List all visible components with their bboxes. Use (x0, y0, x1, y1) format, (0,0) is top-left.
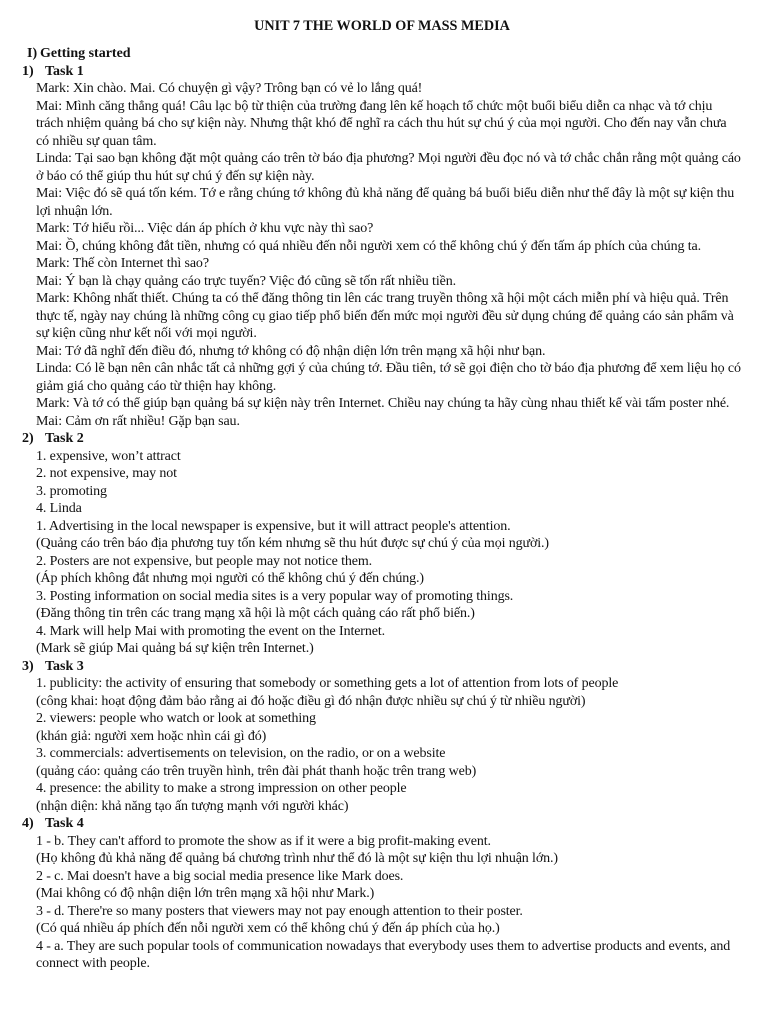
translation-line: (quảng cáo: quảng cáo trên truyền hình, trên đài phát thanh hoặc trên trang web) (36, 763, 477, 779)
task-heading-2 (22, 430, 742, 448)
definition-line: 4. presence: the ability to make a strong impression on other people (36, 781, 407, 796)
answer-line: connect with people. (36, 956, 150, 971)
paragraph-line: thực tế, ngày nay chúng là những công cụ giao tiếp phổ biến đến mức mọi người đều sử dụng chúng để quảng cáo sản phẩm và (36, 308, 734, 324)
paragraph-line: Mai: Cảm ơn rất nhiều! Gặp bạn sau. (36, 413, 240, 429)
task-number: 3) (22, 658, 34, 674)
paragraph-line: Mark: Xin chào. Mai. Có chuyện gì vậy? Trông bạn có vẻ lo lắng quá! (36, 81, 423, 96)
task-label: Task 4 (45, 816, 84, 831)
paragraph-line: sự kiện cũng như kết nối với mọi người. (36, 326, 257, 341)
task-heading-4 (22, 815, 742, 833)
translation-line: (Mark sẽ giúp Mai quảng bá sự kiện trên Internet.) (36, 641, 314, 656)
answer-line: 3. promoting (36, 483, 107, 499)
paragraph-line: Mai: Ý bạn là chạy quảng cáo trực tuyến? Việc đó cũng sẽ tốn rất nhiều tiền. (36, 273, 456, 289)
task-4-body (22, 833, 742, 973)
task-label: Task 2 (45, 431, 84, 446)
paragraph-line: ở báo có thể giúp thu hút sự chú ý đến sự kiện này. (36, 168, 315, 184)
paragraph-line: có nhiều sự quan tâm. (36, 133, 157, 149)
answer-line: 2. not expensive, may not (36, 466, 177, 481)
section-number: I) (27, 46, 38, 61)
answer-line: 2 - c. Mai doesn't have a big social media presence like Mark does. (36, 868, 404, 884)
translation-line: (công khai: hoạt động đảm bảo rằng ai đó hoặc điều gì đó nhận được nhiều sự chú ý từ nhiều người) (36, 693, 586, 709)
task-heading-1 (22, 63, 742, 81)
answer-line: 1. expensive, won’t attract (36, 448, 181, 464)
paragraph-line: Mai: Tớ đã nghĩ đến điều đó, nhưng tớ không có độ nhận diện lớn trên mạng xã hội như bạn. (36, 343, 546, 359)
paragraph-line: Mai: Mình căng thẳng quá! Câu lạc bộ từ thiện của trường đang lên kế hoạch tổ chức một buổi biểu diễn ca nhạc và tớ chịu (36, 98, 713, 114)
answer-line: 3 - d. There're so many posters that viewers may not pay enough attention to their poster. (36, 903, 523, 919)
answer-line: 1. Advertising in the local newspaper is expensive, but it will attract people's attention. (36, 518, 511, 534)
answer-line: 4 - a. They are such popular tools of communication nowadays that everybody uses them to advertise products and events, and (36, 938, 731, 954)
section-heading-getting-started (22, 45, 742, 63)
definition-line: 3. commercials: advertisements on television, on the radio, or on a website (36, 746, 446, 761)
paragraph-line: Mai: Việc đó sẽ quá tốn kém. Tớ e rằng chúng tớ không đủ khả năng để quảng bá buổi biểu diễn như thể đây là một sự kiện thu (36, 186, 735, 201)
answer-line: 3. Posting information on social media sites is a very popular way of promoting things. (36, 588, 514, 604)
paragraph-line: lợi nhuận lớn. (36, 203, 113, 219)
answer-line: 4. Mark will help Mai with promoting the event on the Internet. (36, 623, 385, 639)
task-2-body (22, 448, 742, 658)
definition-line: 2. viewers: people who watch or look at something (36, 711, 316, 726)
translation-line: (khán giả: người xem hoặc nhìn cái gì đó) (36, 728, 267, 744)
paragraph-line: Mark: Và tớ có thể giúp bạn quảng bá sự kiện này trên Internet. Chiều nay chúng ta hãy cùng nhau thiết kế vài tấm poster nhé. (36, 396, 730, 411)
answer-line: 2. Posters are not expensive, but people may not notice them. (36, 553, 372, 569)
paragraph-line: Linda: Có lẽ bạn nên cân nhắc tất cả những gợi ý của chúng tớ. Đầu tiên, tớ sẽ gọi điện cho tờ báo địa phương để xem liệu họ có (36, 361, 741, 376)
translation-line: (Họ không đủ khả năng để quảng bá chương trình như thể đó là một sự kiện thu lợi nhuận lớn.) (36, 851, 558, 866)
section-label: Getting started (40, 46, 131, 61)
paragraph-line: giảm giá cho quảng cáo từ thiện hay không. (36, 378, 277, 394)
task-number: 1) (22, 63, 34, 79)
task-1-body (22, 80, 742, 430)
task-3-body (22, 675, 742, 815)
definition-line: 1. publicity: the activity of ensuring that somebody or something gets a lot of attention from lots of people (36, 676, 619, 691)
answer-line: 4. Linda (36, 501, 82, 516)
paragraph-line: Mai: Ồ, chúng không đắt tiền, nhưng có quá nhiều đến nỗi người xem có thể không chú ý đến tấm áp phích của chúng ta. (36, 238, 701, 254)
task-label: Task 1 (45, 63, 84, 79)
translation-line: (Quảng cáo trên báo địa phương tuy tốn kém nhưng sẽ thu hút được sự chú ý của mọi người.) (36, 536, 549, 551)
paragraph-line: Mark: Không nhất thiết. Chúng ta có thể đăng thông tin lên các trang truyền thông xã hội một cách miễn phí và hiệu quả. Trên (36, 291, 729, 306)
translation-line: (Áp phích không đắt nhưng mọi người có thể không chú ý đến chúng.) (36, 571, 424, 586)
translation-line: (Mai không có độ nhận diện lớn trên mạng xã hội như Mark.) (36, 886, 375, 901)
task-number: 2) (22, 431, 34, 446)
translation-line: (Đăng thông tin trên các trang mạng xã hội là một cách quảng cáo rất phổ biến.) (36, 606, 475, 621)
paragraph-line: trách nhiệm quảng bá cho sự kiện này. Nhưng thật khó để nghĩ ra cách thu hút sự chú ý của mọi người. Cho đến nay vẫn chưa (36, 116, 727, 131)
task-heading-3 (22, 658, 742, 676)
translation-line: (Có quá nhiều áp phích đến nỗi người xem có thể không chú ý đến áp phích của họ.) (36, 921, 500, 936)
paragraph-line: Mark: Tớ hiểu rồi... Việc dán áp phích ở khu vực này thì sao? (36, 221, 374, 236)
paragraph-line: Linda: Tại sao bạn không đặt một quảng cáo trên tờ báo địa phương? Mọi người đều đọc nó và tớ chắc chắn rằng một quảng cáo (36, 151, 741, 166)
paragraph-line: Mark: Thế còn Internet thì sao? (36, 256, 209, 271)
task-label: Task 3 (45, 658, 84, 674)
translation-line: (nhận diện: khả năng tạo ấn tượng mạnh với người khác) (36, 798, 349, 814)
document-title: UNIT 7 THE WORLD OF MASS MEDIA (254, 18, 510, 34)
task-number: 4) (22, 816, 34, 831)
answer-line: 1 - b. They can't afford to promote the show as if it were a big profit-making event. (36, 833, 491, 849)
